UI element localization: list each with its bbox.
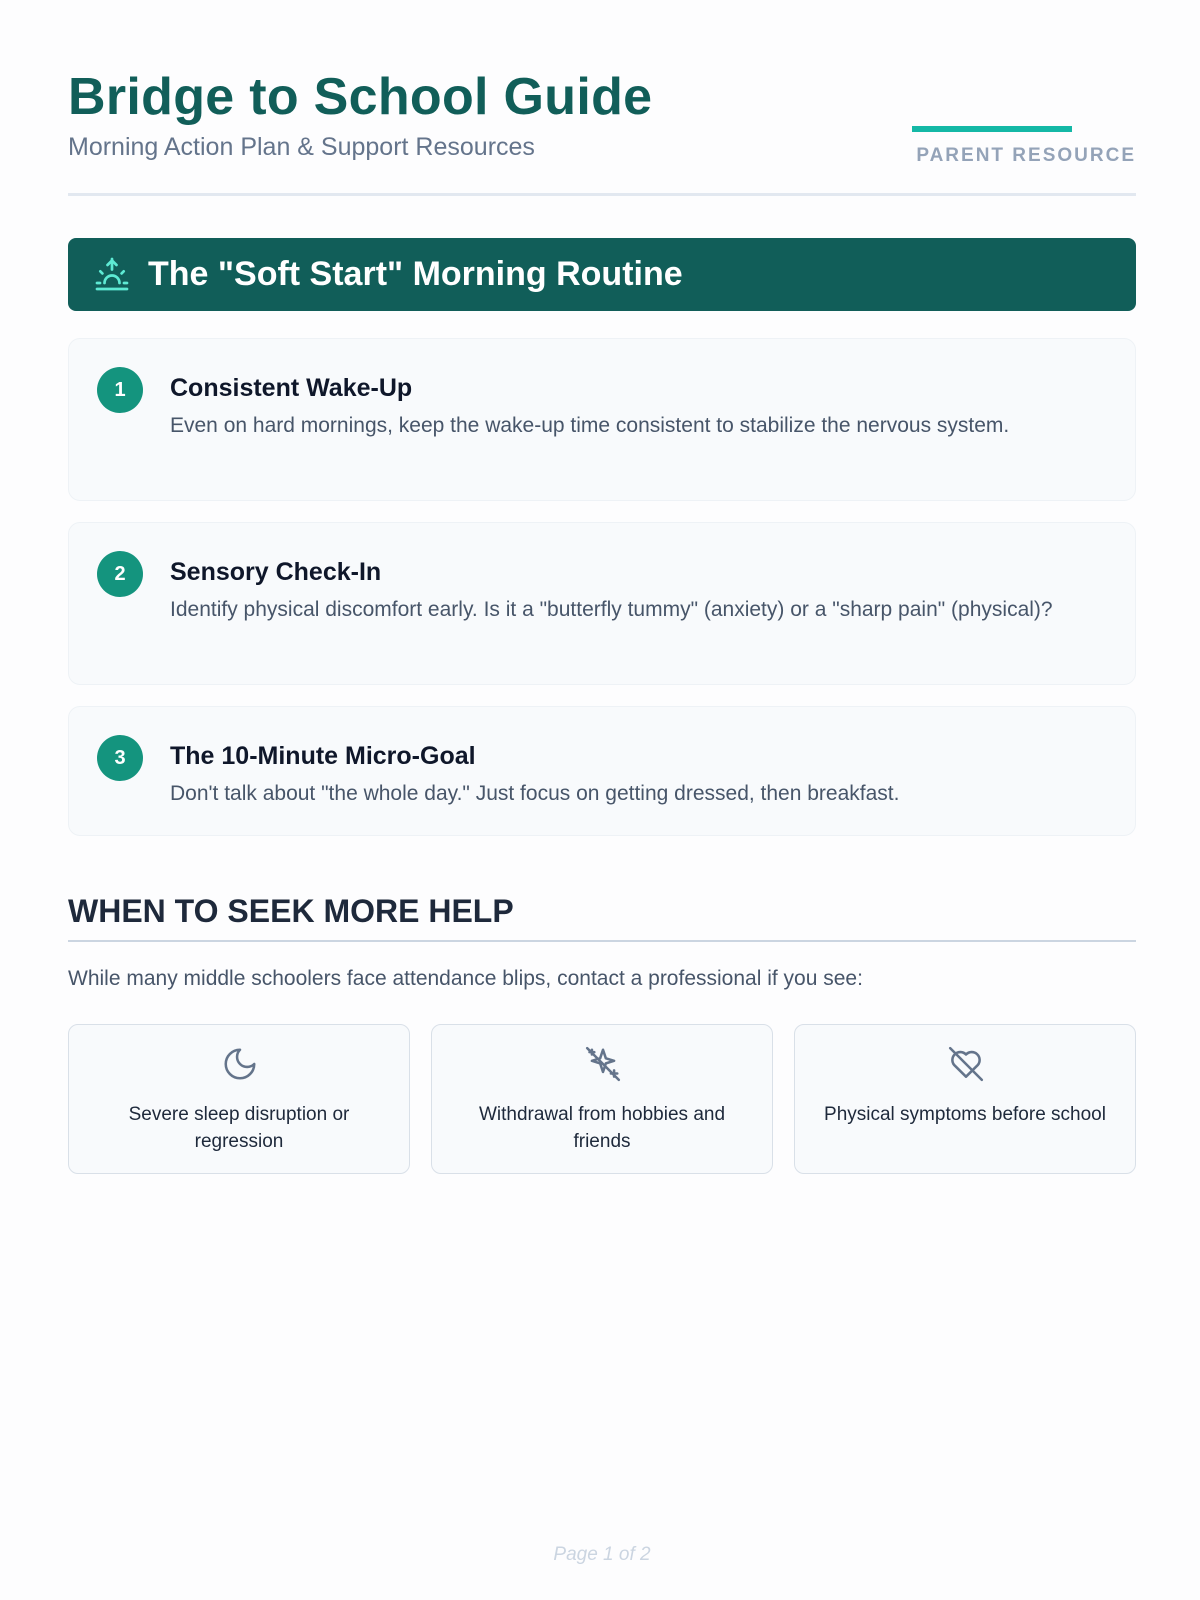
step-number-badge: 1 xyxy=(97,367,143,413)
step-title: Sensory Check-In xyxy=(170,558,382,586)
warning-sign-card xyxy=(68,1024,410,1174)
page xyxy=(68,0,1136,1600)
routine-section-banner xyxy=(68,238,1136,311)
parent-resource-badge: PARENT RESOURCE xyxy=(916,145,1136,166)
warning-sign-card xyxy=(431,1024,773,1174)
moon-icon xyxy=(221,1045,259,1083)
step-title: Consistent Wake-Up xyxy=(170,374,413,402)
step-description: Identify physical discomfort early. Is it a "butterfly tummy" (anxiety) or a "sharp pain" (physical)? xyxy=(170,598,1053,621)
page-subtitle: Morning Action Plan & Support Resources xyxy=(68,133,535,161)
help-section-heading: WHEN TO SEEK MORE HELP xyxy=(68,892,1136,942)
help-intro-text: While many middle schoolers face attendance blips, contact a professional if you see: xyxy=(68,967,863,990)
routine-step-1 xyxy=(68,338,1136,501)
warning-sign-label: Withdrawal from hobbies and friends xyxy=(478,1104,726,1152)
step-number-badge: 2 xyxy=(97,551,143,597)
page-number: Page 1 of 2 xyxy=(553,1544,651,1565)
step-number-badge: 3 xyxy=(97,735,143,781)
heart-off-icon xyxy=(947,1045,985,1083)
badge-accent-bar xyxy=(912,126,1072,132)
routine-step-3 xyxy=(68,706,1136,836)
routine-step-2 xyxy=(68,522,1136,685)
warning-sign-label: Severe sleep disruption or regression xyxy=(128,1104,350,1152)
page-header xyxy=(68,62,1136,196)
sunrise-icon xyxy=(94,256,130,292)
sparkles-off-icon xyxy=(584,1045,622,1083)
routine-section-title: The "Soft Start" Morning Routine xyxy=(148,255,683,293)
page-title: Bridge to School Guide xyxy=(68,68,653,126)
step-title: The 10-Minute Micro-Goal xyxy=(170,742,476,770)
warning-sign-card xyxy=(794,1024,1136,1174)
step-description: Even on hard mornings, keep the wake-up time consistent to stabilize the nervous system. xyxy=(170,414,1010,437)
warning-sign-label: Physical symptoms before school xyxy=(824,1104,1106,1125)
step-description: Don't talk about "the whole day." Just focus on getting dressed, then breakfast. xyxy=(170,782,900,805)
